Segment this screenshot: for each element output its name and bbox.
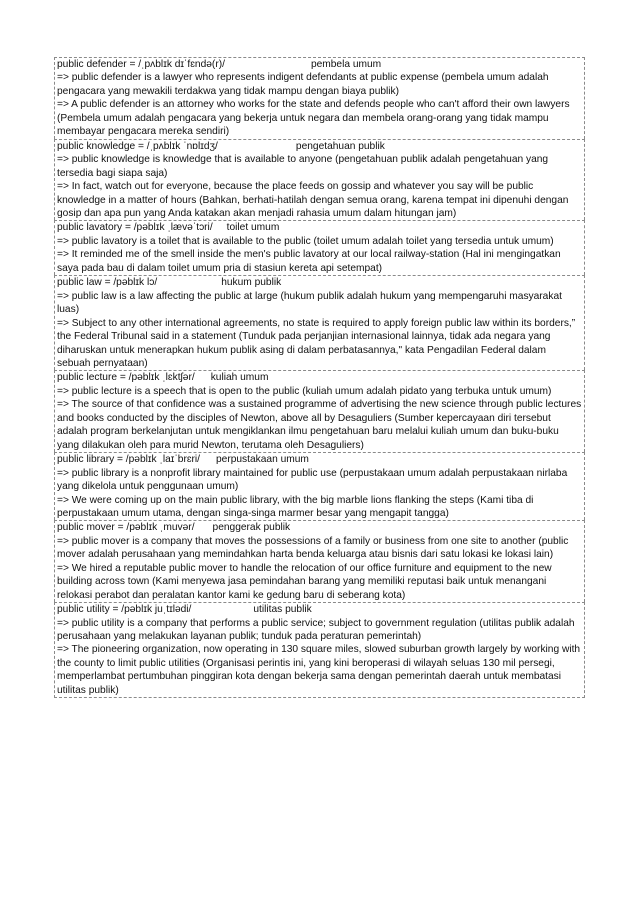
- dictionary-entry: [54, 57, 585, 139]
- headword-translation: kuliah umum: [210, 372, 269, 384]
- dictionary-entry: [54, 520, 585, 602]
- dictionary-entry: [54, 452, 585, 520]
- headword-translation: penggerak publik: [212, 522, 291, 534]
- entry-heading: [57, 453, 582, 466]
- entry-heading: [57, 276, 582, 289]
- dictionary-entry: [54, 370, 585, 452]
- example-line: => public library is a nonprofit library maintained for public use (perpustakaan umum adalah perpustakaan nirlaba yang dikelola untuk penggunaan umum): [57, 467, 568, 493]
- entry-heading: [57, 140, 582, 153]
- example-line: => public knowledge is knowledge that is available to anyone (pengetahuan publik adalah pengetahuan yang tersedia bagi siapa saja): [57, 154, 549, 179]
- entry-heading: [57, 221, 582, 234]
- headword-pronunciation: public library = /pəblɪk ˌlaɪˈbrɛri/: [57, 454, 200, 466]
- example-line: => The source of that confidence was a sustained programme of advertising the new science through public lectures and books conducted by the disciples of Newton, above all by Desaguliers (Sumber kepercayaan diri tersebut adalah program berkelanjutan untuk mengiklankan ilmu pengetahuan baru melalui kuliah umum dan buku-buku yang dilakukan oleh para murid Newton, terutama oleh Desaguliers): [57, 399, 582, 451]
- example-line: => The pioneering organization, now operating in 130 square miles, slowed suburban growth largely by working with the county to limit public utilities (Organisasi perintis ini, yang kini beroperasi di wilayah seluas 130 mil persegi, memperlambat pertumbuhan pinggiran kota dengan bekerja sama dengan pemerintah daerah untuk membatasi utilitas publik): [57, 644, 581, 696]
- example-line: => It reminded me of the smell inside the men's public lavatory at our local railway-station (Hal ini mengingatkan saya pada bau di dalam toilet umum pria di stasiun kereta api setempat): [57, 249, 561, 274]
- example-line: => We were coming up on the main public library, with the big marble lions flanking the steps (Kami tiba di perpustakaan umum utama, dengan singa-singa marmer besar yang mengapit tangga): [57, 494, 534, 519]
- entry-heading: [57, 603, 582, 616]
- headword-pronunciation: public lavatory = /pəblɪk ˌlævəˈtɔri/: [57, 222, 213, 234]
- dictionary-entry: [54, 602, 585, 698]
- headword-translation: pengetahuan publik: [295, 140, 385, 152]
- headword-pronunciation: public law = /pəblɪk lɔ/: [57, 277, 158, 289]
- example-line: => In fact, watch out for everyone, because the place feeds on gossip and whatever you say will be public knowledge in a matter of hours (Bahkan, berhati-hatilah dengan semua orang, karena tempat ini dipenuhi dengan gosip dan apa pun yang Anda katakan akan menjadi rahasia umum dalam hitungan jam): [57, 181, 569, 219]
- headword-pronunciation: public mover = /pəblɪk ˌmuvər/: [57, 522, 195, 534]
- headword-translation: toilet umum: [226, 222, 280, 234]
- example-line: => public lecture is a speech that is open to the public (kuliah umum adalah pidato yang terbuka untuk umum): [57, 385, 552, 397]
- headword-pronunciation: public defender = /ˌpʌblɪk dɪˈfɛndə(r)/: [57, 59, 225, 70]
- example-line: => public utility is a company that performs a public service; subject to government regulation (utilitas publik adalah perusahaan yang melakukan layanan publik; tunduk pada peraturan pemerintah): [57, 617, 575, 643]
- headword-pronunciation: public lecture = /pəblɪk ˌlɛktʃər/: [57, 372, 195, 384]
- dictionary-entry: [54, 220, 585, 275]
- example-line: => public mover is a company that moves the possessions of a family or business from one site to another (public mover adalah perusahaan yang memindahkan harta benda keluarga atau bisnis dari satu lokasi ke lokasi lain): [57, 535, 569, 561]
- example-line: => public law is a law affecting the public at large (hukum publik adalah hukum yang mempengaruhi masyarakat luas): [57, 290, 562, 316]
- dictionary-entry: [54, 275, 585, 370]
- entry-heading: [57, 58, 582, 71]
- example-line: => public lavatory is a toilet that is available to the public (toilet umum adalah toilet yang tersedia untuk umum): [57, 235, 554, 247]
- entry-heading: [57, 371, 582, 384]
- headword-translation: utilitas publik: [253, 604, 312, 616]
- example-line: => We hired a reputable public mover to handle the relocation of our office furniture and equipment to the new building across town (Kami menyewa jasa pemindahan barang yang memiliki reputasi baik untuk menangani relokasi perabot dan peralatan kantor kami ke gedung baru di seberang kota): [57, 562, 552, 601]
- headword-pronunciation: public utility = /pəblɪk juˌtɪlədi/: [57, 604, 192, 616]
- document-body: [54, 57, 585, 698]
- example-line: => public defender is a lawyer who represents indigent defendants at public expense (pembela umum adalah pengacara yang mewakili terdakwa yang tidak mampu dengan biaya publik): [57, 72, 549, 97]
- example-line: => A public defender is an attorney who works for the state and defends people who can't afford their own lawyers (Pembela umum adalah pengacara yang bekerja untuk negara dan membela orang-orang yang tidak mampu membayar pengacara mereka sendiri): [57, 99, 570, 138]
- headword-translation: pembela umum: [310, 59, 382, 70]
- headword-pronunciation: public knowledge = /ˌpʌblɪk ˈnɒlɪdʒ/: [57, 140, 218, 152]
- headword-translation: hukum publik: [221, 277, 282, 289]
- dictionary-entry: [54, 139, 585, 221]
- headword-translation: perpustakaan umum: [216, 454, 309, 466]
- example-line: => Subject to any other international agreements, no state is required to apply foreign public law within its borders,” the Federal Tribunal said in a statement (Tunduk pada perjanjian internasional lainnya, tidak ada negara yang diharuskan untuk menerapkan hukum publik asing di dalam perbatasannya," kata Pengadilan Federal dalam sebuah pernyataan): [57, 317, 576, 369]
- entry-heading: [57, 521, 582, 534]
